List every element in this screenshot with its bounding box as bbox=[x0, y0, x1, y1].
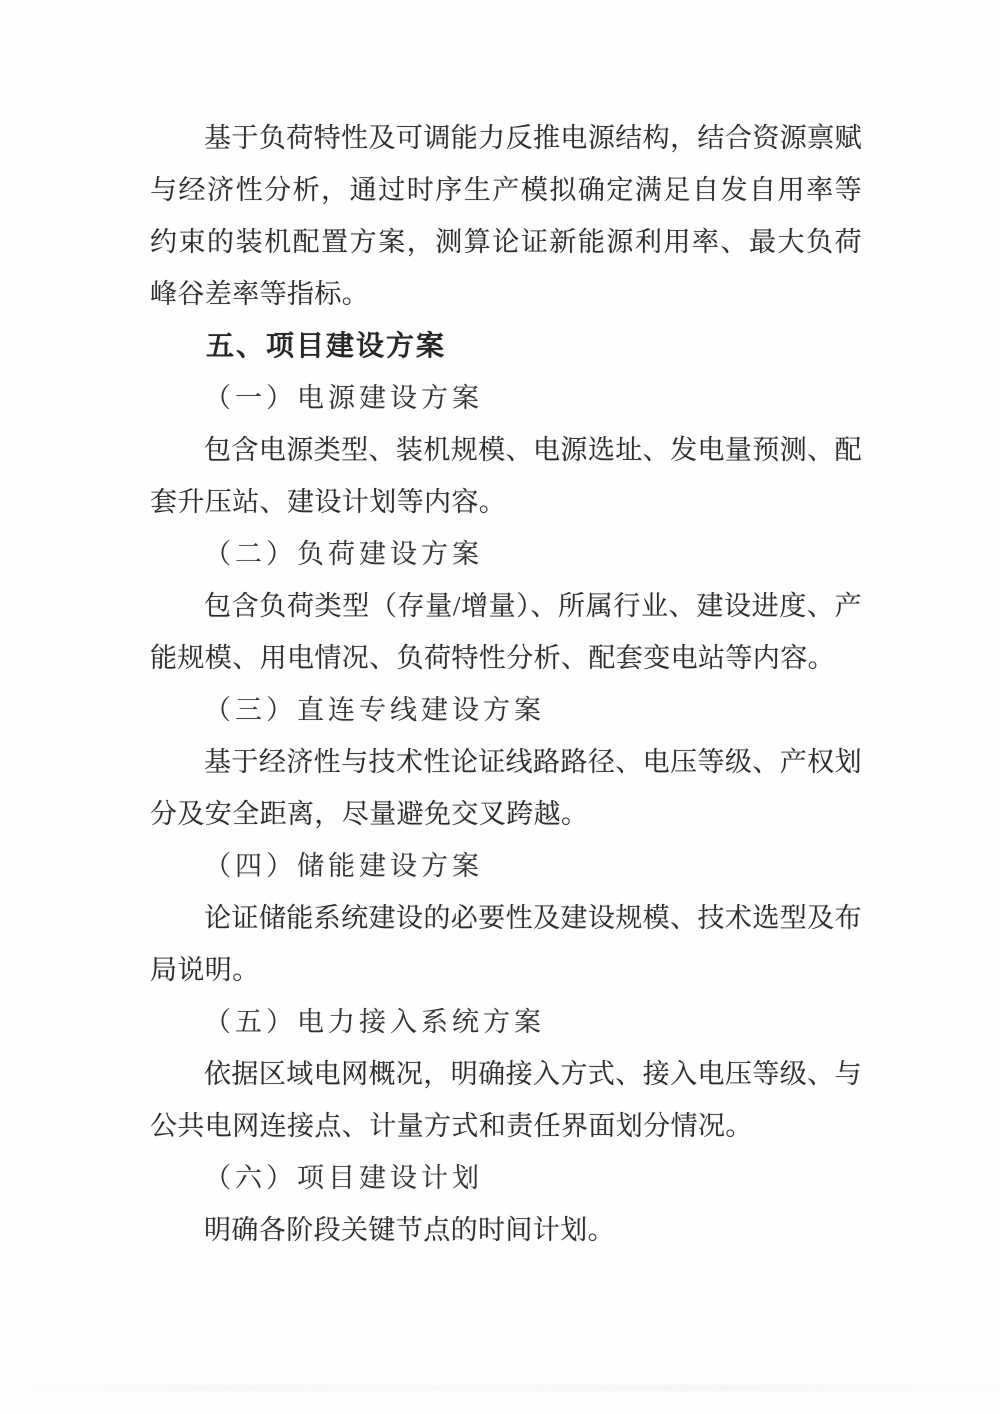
section-heading-5-project-plan: 五、项目建设方案 bbox=[206, 330, 447, 361]
subsection-heading-6-schedule: （六）项目建设计划 bbox=[204, 1163, 483, 1193]
document-content bbox=[150, 112, 862, 1256]
paragraph-schedule-contents: 明确各阶段关键节点的时间计划。 bbox=[204, 1215, 615, 1245]
subsection-heading-2-load: （二）负荷建设方案 bbox=[204, 539, 483, 569]
paragraph-storage-contents: 论证储能系统建设的必要性及建设规模、技术选型及布局说明。 bbox=[150, 903, 862, 985]
paragraph-power-contents: 包含电源类型、装机规模、电源选址、发电量预测、配套升压站、建设计划等内容。 bbox=[150, 435, 862, 517]
paragraph-load-contents: 包含负荷类型（存量/增量）、所属行业、建设进度、产能规模、用电情况、负荷特性分析、配套变电站等内容。 bbox=[150, 591, 862, 673]
subsection-heading-4-storage: （四）储能建设方案 bbox=[204, 851, 483, 881]
paragraph-direct-line-contents: 基于经济性与技术性论证线路路径、电压等级、产权划分及安全距离，尽量避免交叉跨越。 bbox=[150, 747, 862, 829]
scan-noise-edge bbox=[0, 1384, 1000, 1392]
paragraph-power-structure: 基于负荷特性及可调能力反推电源结构，结合资源禀赋与经济性分析，通过时序生产模拟确定满足自发自用率等约束的装机配置方案，测算论证新能源利用率、最大负荷峰谷差率等指标。 bbox=[150, 123, 862, 309]
subsection-heading-1-power: （一）电源建设方案 bbox=[204, 383, 483, 413]
paragraph-grid-access-contents: 依据区域电网概况，明确接入方式、接入电压等级、与公共电网连接点、计量方式和责任界面划分情况。 bbox=[150, 1059, 862, 1141]
subsection-heading-5-grid-access: （五）电力接入系统方案 bbox=[204, 1007, 545, 1037]
subsection-heading-3-direct-line: （三）直连专线建设方案 bbox=[204, 695, 545, 725]
